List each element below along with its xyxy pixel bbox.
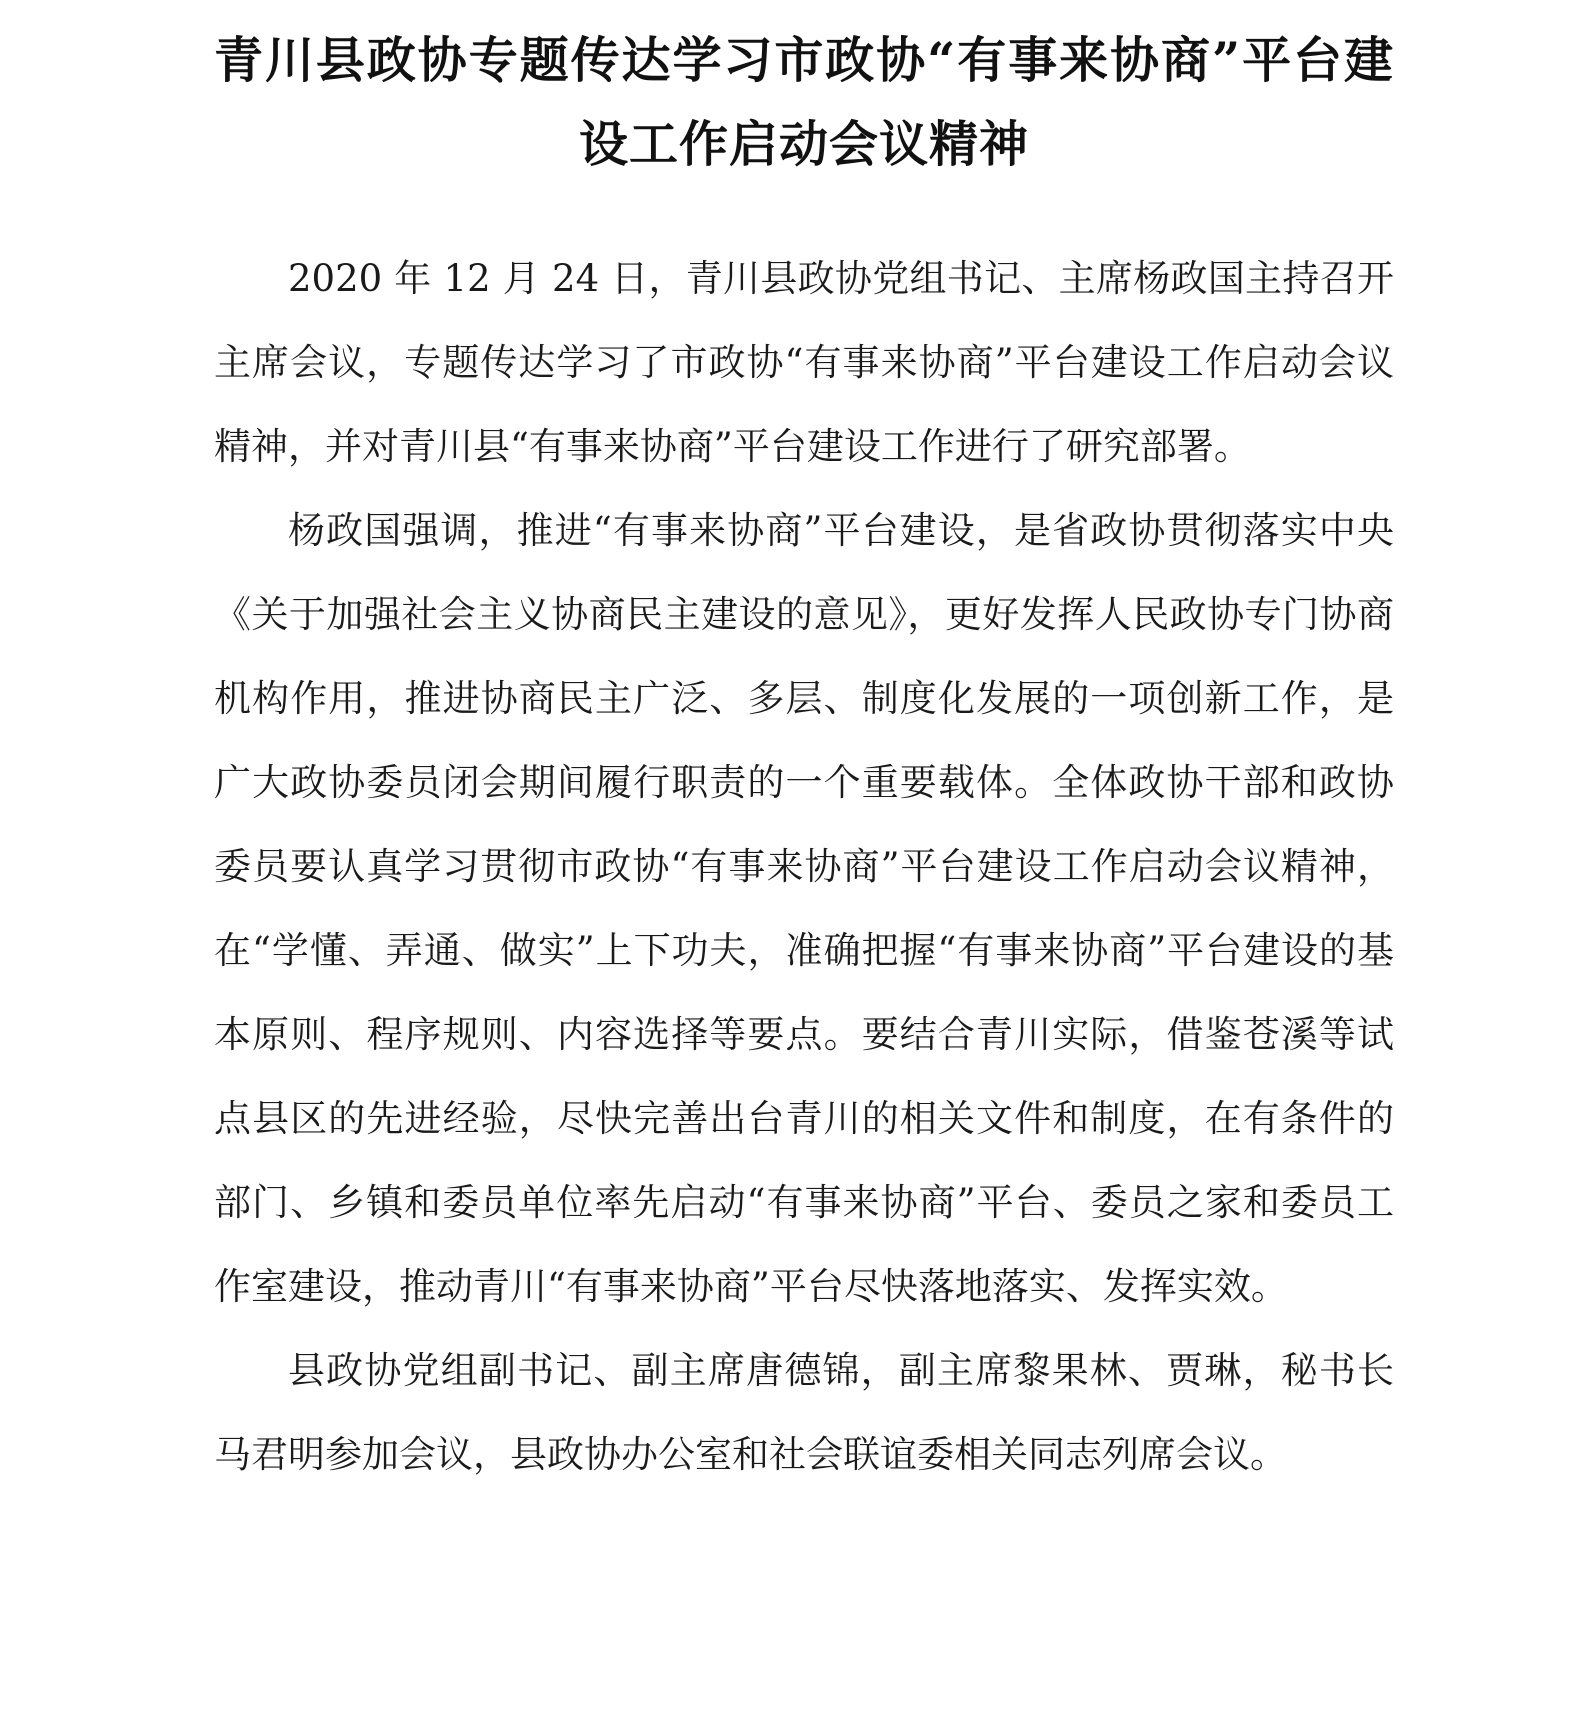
document-title: 青川县政协专题传达学习市政协“有事来协商”平台建设工作启动会议精神 [214,31,1394,173]
paragraph-meeting-summary: 2020 年 12 月 24 日，青川县政协党组书记、主席杨政国主持召开主席会议，专题传达学习了市政协“有事来协商”平台建设工作启动会议精神，并对青川县“有事来协商”平台建设工作进行了研究部署。 [214,257,1394,468]
document-body [214,237,1394,1497]
paragraph-attendees: 县政协党组副书记、副主席唐德锦，副主席黎果林、贾琳，秘书长马君明参加会议，县政协办公室和社会联谊委相关同志列席会议。 [214,1349,1394,1476]
paragraph-emphasis: 杨政国强调，推进“有事来协商”平台建设，是省政协贯彻落实中央《关于加强社会主义协商民主建设的意见》，更好发挥人民政协专门协商机构作用，推进协商民主广泛、多层、制度化发展的一项创新工作，是广大政协委员闭会期间履行职责的一个重要载体。全体政协干部和政协委员要认真学习贯彻市政协“有事来协商”平台建设工作启动会议精神，在“学懂、弄通、做实”上下功夫，准确把握“有事来协商”平台建设的基本原则、程序规则、内容选择等要点。要结合青川实际，借鉴苍溪等试点县区的先进经验，尽快完善出台青川的相关文件和制度，在有条件的部门、乡镇和委员单位率先启动“有事来协商”平台、委员之家和委员工作室建设，推动青川“有事来协商”平台尽快落地落实、发挥实效。 [214,509,1394,1308]
